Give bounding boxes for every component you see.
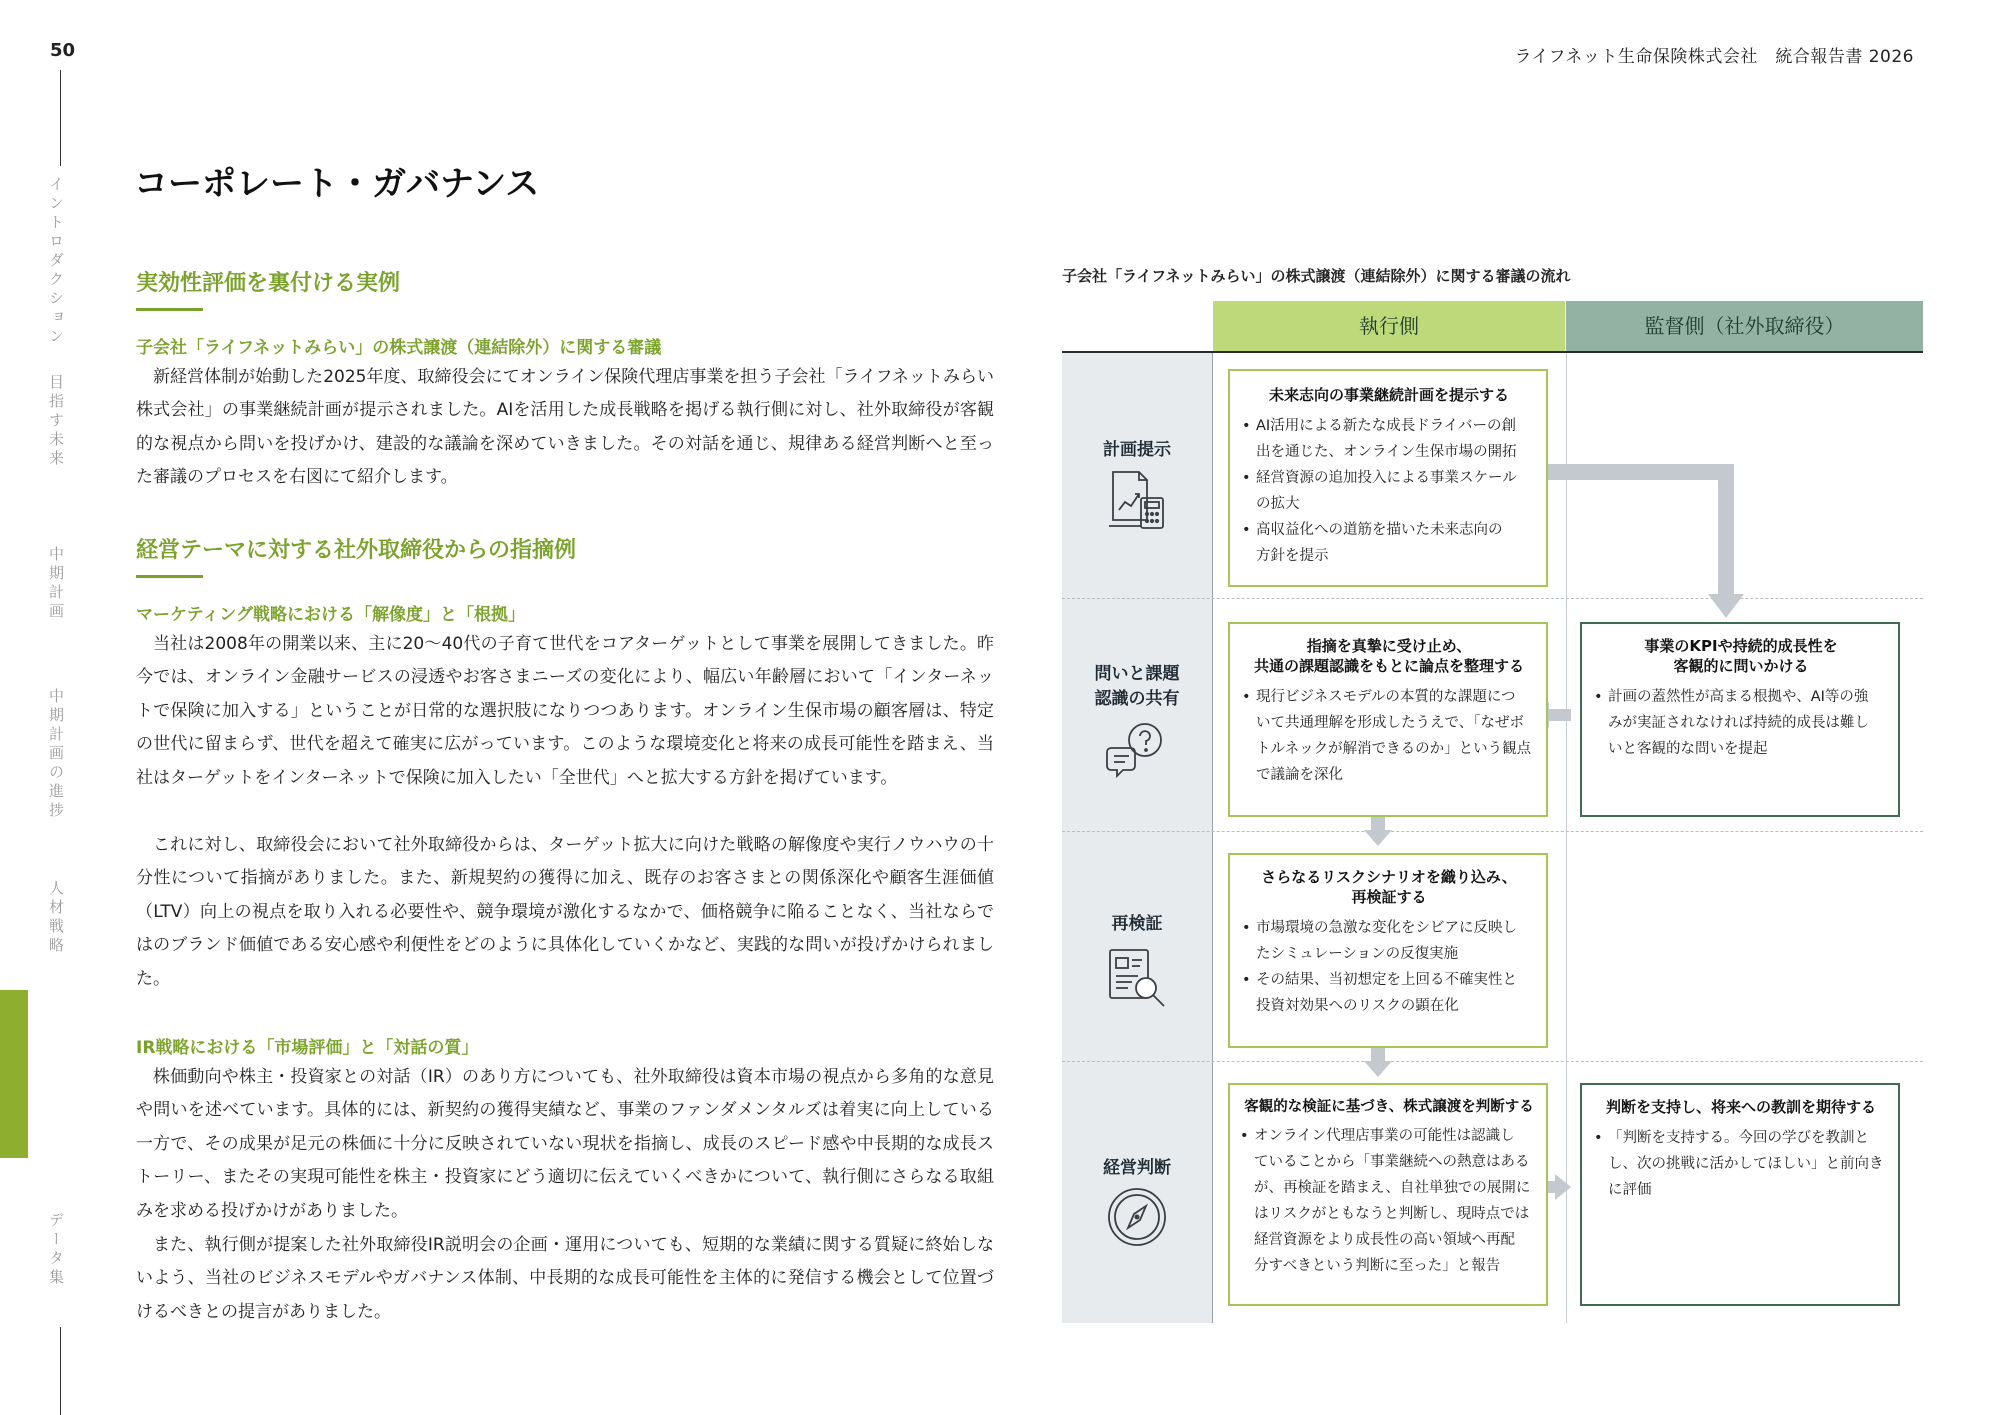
bullet-item — [1240, 517, 1538, 569]
nav-item-midterm-plan[interactable]: 中期計画 — [47, 546, 65, 622]
row-divider — [1062, 831, 1923, 832]
bullet-list — [1240, 684, 1538, 788]
box-title: 客観的な検証に基づき、株式譲渡を判断する — [1244, 1099, 1534, 1115]
bullet-list — [1592, 1125, 1890, 1203]
stage-label-line: 経営判断 — [1103, 1158, 1171, 1178]
arrow-exec-to-supervisory — [1530, 464, 1760, 624]
page-number: 50 — [50, 40, 76, 61]
stage-label-line: 再検証 — [1111, 914, 1163, 934]
stage-label-line: 計画提示 — [1103, 440, 1171, 460]
bullet-line: トルネックが解消できるのか」という観点 — [1256, 741, 1532, 757]
section-rule — [136, 308, 203, 311]
stage-label-reverify — [1062, 912, 1212, 937]
box-title-line: 指摘を真摯に受け止め、 — [1306, 637, 1472, 655]
bullet-line: 高収益化への道筋を描いた未来志向の — [1256, 522, 1503, 538]
stage-label-line: 問いと課題 — [1094, 664, 1180, 684]
bullet-line: オンライン代理店事業の可能性は認識し — [1254, 1128, 1515, 1144]
bullet-line: その結果、当初想定を上回る不確実性と — [1256, 972, 1517, 988]
bullet-item — [1240, 684, 1538, 788]
magnifier-document-icon — [1062, 944, 1212, 1010]
bullet-line: ていることから「事業継続への熱意はある — [1254, 1154, 1530, 1170]
bullet-line: の拡大 — [1256, 496, 1300, 512]
bullet-item — [1592, 684, 1890, 762]
bullet-line: 現行ビジネスモデルの本質的な課題につ — [1256, 689, 1516, 705]
box-title — [1240, 636, 1538, 676]
paragraph-marketing-2: これに対し、取締役会において社外取締役からは、ターゲット拡大に向けた戦略の解像度や実行ノウハウの十分性について指摘がありました。また、新規契約の獲得に加え、既存のお客さまとの関係深化や顧客生涯価値（LTV）向上の視点を取り入れる必要性や、競争環境が激化するなかで、価格競争に陥ることなく、当社ならではのブランド価値である安心感や利便性をどのように具体化していくかなど、実践的な問いが投げかけられました。 — [136, 835, 994, 989]
stage-label-share-questions — [1062, 662, 1212, 712]
exec-box-share-questions — [1228, 622, 1548, 817]
bullet-item — [1240, 413, 1538, 465]
bullet-item — [1240, 967, 1538, 1019]
column-header-exec-label: 執行側 — [1359, 314, 1419, 338]
exec-box-reverify — [1228, 853, 1548, 1048]
divider-stage-exec — [1212, 353, 1213, 1323]
subsection-title-share-transfer: 子会社「ライフネットみらい」の株式譲渡（連結除外）に関する審議 — [136, 338, 662, 358]
nav-item-data[interactable]: データ集 — [47, 1212, 65, 1288]
row-divider — [1062, 1061, 1923, 1062]
bullet-line: AI活用による新たな成長ドライバーの創 — [1256, 418, 1516, 434]
box-title-line: 再検証する — [1351, 888, 1427, 906]
bullet-line: 出を通じた、オンライン生保市場の開拓 — [1256, 444, 1517, 460]
section-rule — [136, 575, 203, 578]
nav-item-hr-strategy[interactable]: 人材戦略 — [47, 880, 65, 956]
exec-box-decision — [1228, 1083, 1548, 1306]
rail-line-bottom — [60, 1327, 61, 1415]
supervisory-box-support — [1580, 1083, 1900, 1306]
paragraph-marketing-1: 当社は2008年の開業以来、主に20〜40代の子育て世代をコアターゲットとして事業を展開してきました。昨今では、オンライン金融サービスの浸透やお客さまニーズの変化により、幅広い年齢層において「インターネットで保険に加入する」ということが日常的な選択肢になりつつあります。オンライン生保市場の顧客層は、特定の世代に留まらず、世代を超えて確実に広がっています。このような環境変化と将来の成長可能性を踏まえ、当社はターゲットをインターネットで保険に加入したい「全世代」へと拡大する方針を掲げています。 — [136, 634, 994, 788]
stage-label-decision — [1062, 1156, 1212, 1181]
box-title — [1592, 636, 1890, 676]
nav-item-vision[interactable]: 目指す未来 — [47, 374, 65, 469]
nav-item-intro[interactable]: イントロダクション — [47, 176, 65, 347]
bullet-line: 方針を提示 — [1256, 548, 1329, 564]
page-title: コーポレート・ガバナンス — [134, 164, 540, 204]
document-calculator-icon — [1062, 466, 1212, 534]
chat-question-icon — [1062, 718, 1212, 782]
box-title-line: さらなるリスクシナリオを織り込み、 — [1261, 868, 1517, 886]
bullet-list — [1240, 413, 1538, 569]
section-title-outside-director-points: 経営テーマに対する社外取締役からの指摘例 — [136, 538, 577, 563]
bullet-line: で議論を深化 — [1256, 767, 1343, 783]
subsection-title-ir: IR戦略における「市場評価」と「対話の質」 — [136, 1038, 479, 1058]
paragraph-ir-1: 株価動向や株主・投資家との対話（IR）のあり方についても、社外取締役は資本市場の視点から多角的な意見や問いを述べています。具体的には、新契約の獲得実績など、事業のファンダメンタルズは着実に向上している一方で、その成果が足元の株価に十分に反映されていない現状を指摘し、成長のスピード感や中長期的な成長ストーリー、またその実現可能性を株主・投資家にどう適切に伝えていくべきかについて、執行側にさらなる取組みを求める投げかけがありました。 — [136, 1067, 994, 1221]
supervisory-box-questions — [1580, 622, 1900, 817]
bullet-line: に評価 — [1608, 1182, 1652, 1198]
bullet-item — [1240, 465, 1538, 517]
bullet-line: いと客観的な問いを提起 — [1608, 741, 1768, 757]
flow-diagram-title: 子会社「ライフネットみらい」の株式譲渡（連結除外）に関する審議の流れ — [1062, 267, 1571, 285]
bullet-line: みが実証されなければ持続的成長は難し — [1608, 715, 1869, 731]
bullet-line: いて共通理解を形成したうえで、「なぜボ — [1256, 715, 1524, 731]
arrow-down-1 — [1364, 812, 1392, 848]
bullet-line: 分すべきという判断に至った」と報告 — [1254, 1258, 1501, 1274]
rail-line-top — [60, 70, 61, 166]
exec-box-plan — [1228, 369, 1548, 587]
column-header-exec — [1213, 301, 1565, 352]
stage-label-plan — [1062, 438, 1212, 463]
bullet-item — [1238, 1123, 1540, 1279]
nav-active-indicator — [0, 990, 28, 1158]
bullet-list — [1238, 1123, 1540, 1279]
compass-icon — [1062, 1186, 1212, 1248]
arrow-down-2 — [1364, 1043, 1392, 1079]
box-title-line: 客観的に問いかける — [1673, 657, 1809, 675]
stage-label-line: 認識の共有 — [1094, 689, 1180, 709]
running-head: ライフネット生命保険株式会社 統合報告書 2026 — [1514, 47, 1914, 67]
column-header-supervisory — [1566, 301, 1923, 352]
nav-item-midterm-progress[interactable]: 中期計画の進捗 — [47, 688, 65, 821]
paragraph-ir-2: また、執行側が提案した社外取締役IR説明会の企画・運用についても、短期的な業績に関する質疑に終始しないよう、当社のビジネスモデルやガバナンス体制、中長期的な成長可能性を主体的に発信する機会として位置づけるべきとの提言がありました。 — [136, 1235, 994, 1322]
bullet-list — [1592, 684, 1890, 762]
bullet-item — [1240, 915, 1538, 967]
box-title-line: 共通の課題認識をもとに論点を整理する — [1253, 657, 1524, 675]
column-header-supervisory-label: 監督側（社外取締役） — [1644, 314, 1845, 338]
nav-item-sustainability[interactable]: サステナビリティ — [47, 1016, 65, 1168]
bullet-line: 投資対効果へのリスクの顕在化 — [1256, 998, 1459, 1014]
box-title: 判断を支持し、将来への教訓を期待する — [1605, 1098, 1876, 1116]
bullet-line: 計画の蓋然性が高まる根拠や、AI等の強 — [1608, 689, 1869, 705]
section-title-effectiveness: 実効性評価を裏付ける実例 — [136, 271, 401, 296]
bullet-line: し、次の挑戦に活かしてほしい」と前向き — [1608, 1156, 1884, 1172]
bullet-line: 経営資源の追加投入による事業スケール — [1256, 470, 1517, 486]
bullet-item — [1592, 1125, 1890, 1203]
paragraph-intro: 新経営体制が始動した2025年度、取締役会にてオンライン保険代理店事業を担う子会社「ライフネットみらい株式会社」の事業継続計画が提示されました。AIを活用した成長戦略を掲げる執行側に対し、社外取締役が客観的な視点から問いを投げかけ、建設的な議論を深めていきました。その対話を通じ、規律ある経営判断へと至った審議のプロセスを右図にて紹介します。 — [136, 367, 994, 488]
bullet-line: 「判断を支持する。今回の学びを教訓と — [1608, 1130, 1869, 1146]
bullet-line: たシミュレーションの反復実施 — [1256, 946, 1459, 962]
subsection-title-marketing: マーケティング戦略における「解像度」と「根拠」 — [136, 605, 525, 625]
bullet-line: 経営資源をより成長性の高い領域へ再配 — [1254, 1232, 1515, 1248]
box-title-line: 事業のKPIや持続的成長性を — [1644, 637, 1838, 655]
row-divider — [1062, 598, 1923, 599]
box-title: 未来志向の事業継続計画を提示する — [1268, 386, 1509, 404]
bullet-line: はリスクがともなうと判断し、現時点では — [1254, 1206, 1530, 1222]
bullet-line: 市場環境の急激な変化をシビアに反映し — [1256, 920, 1517, 936]
bullet-line: が、再検証を踏まえ、自社単独での展開に — [1254, 1180, 1531, 1196]
box-title — [1240, 867, 1538, 907]
bullet-list — [1240, 915, 1538, 1019]
